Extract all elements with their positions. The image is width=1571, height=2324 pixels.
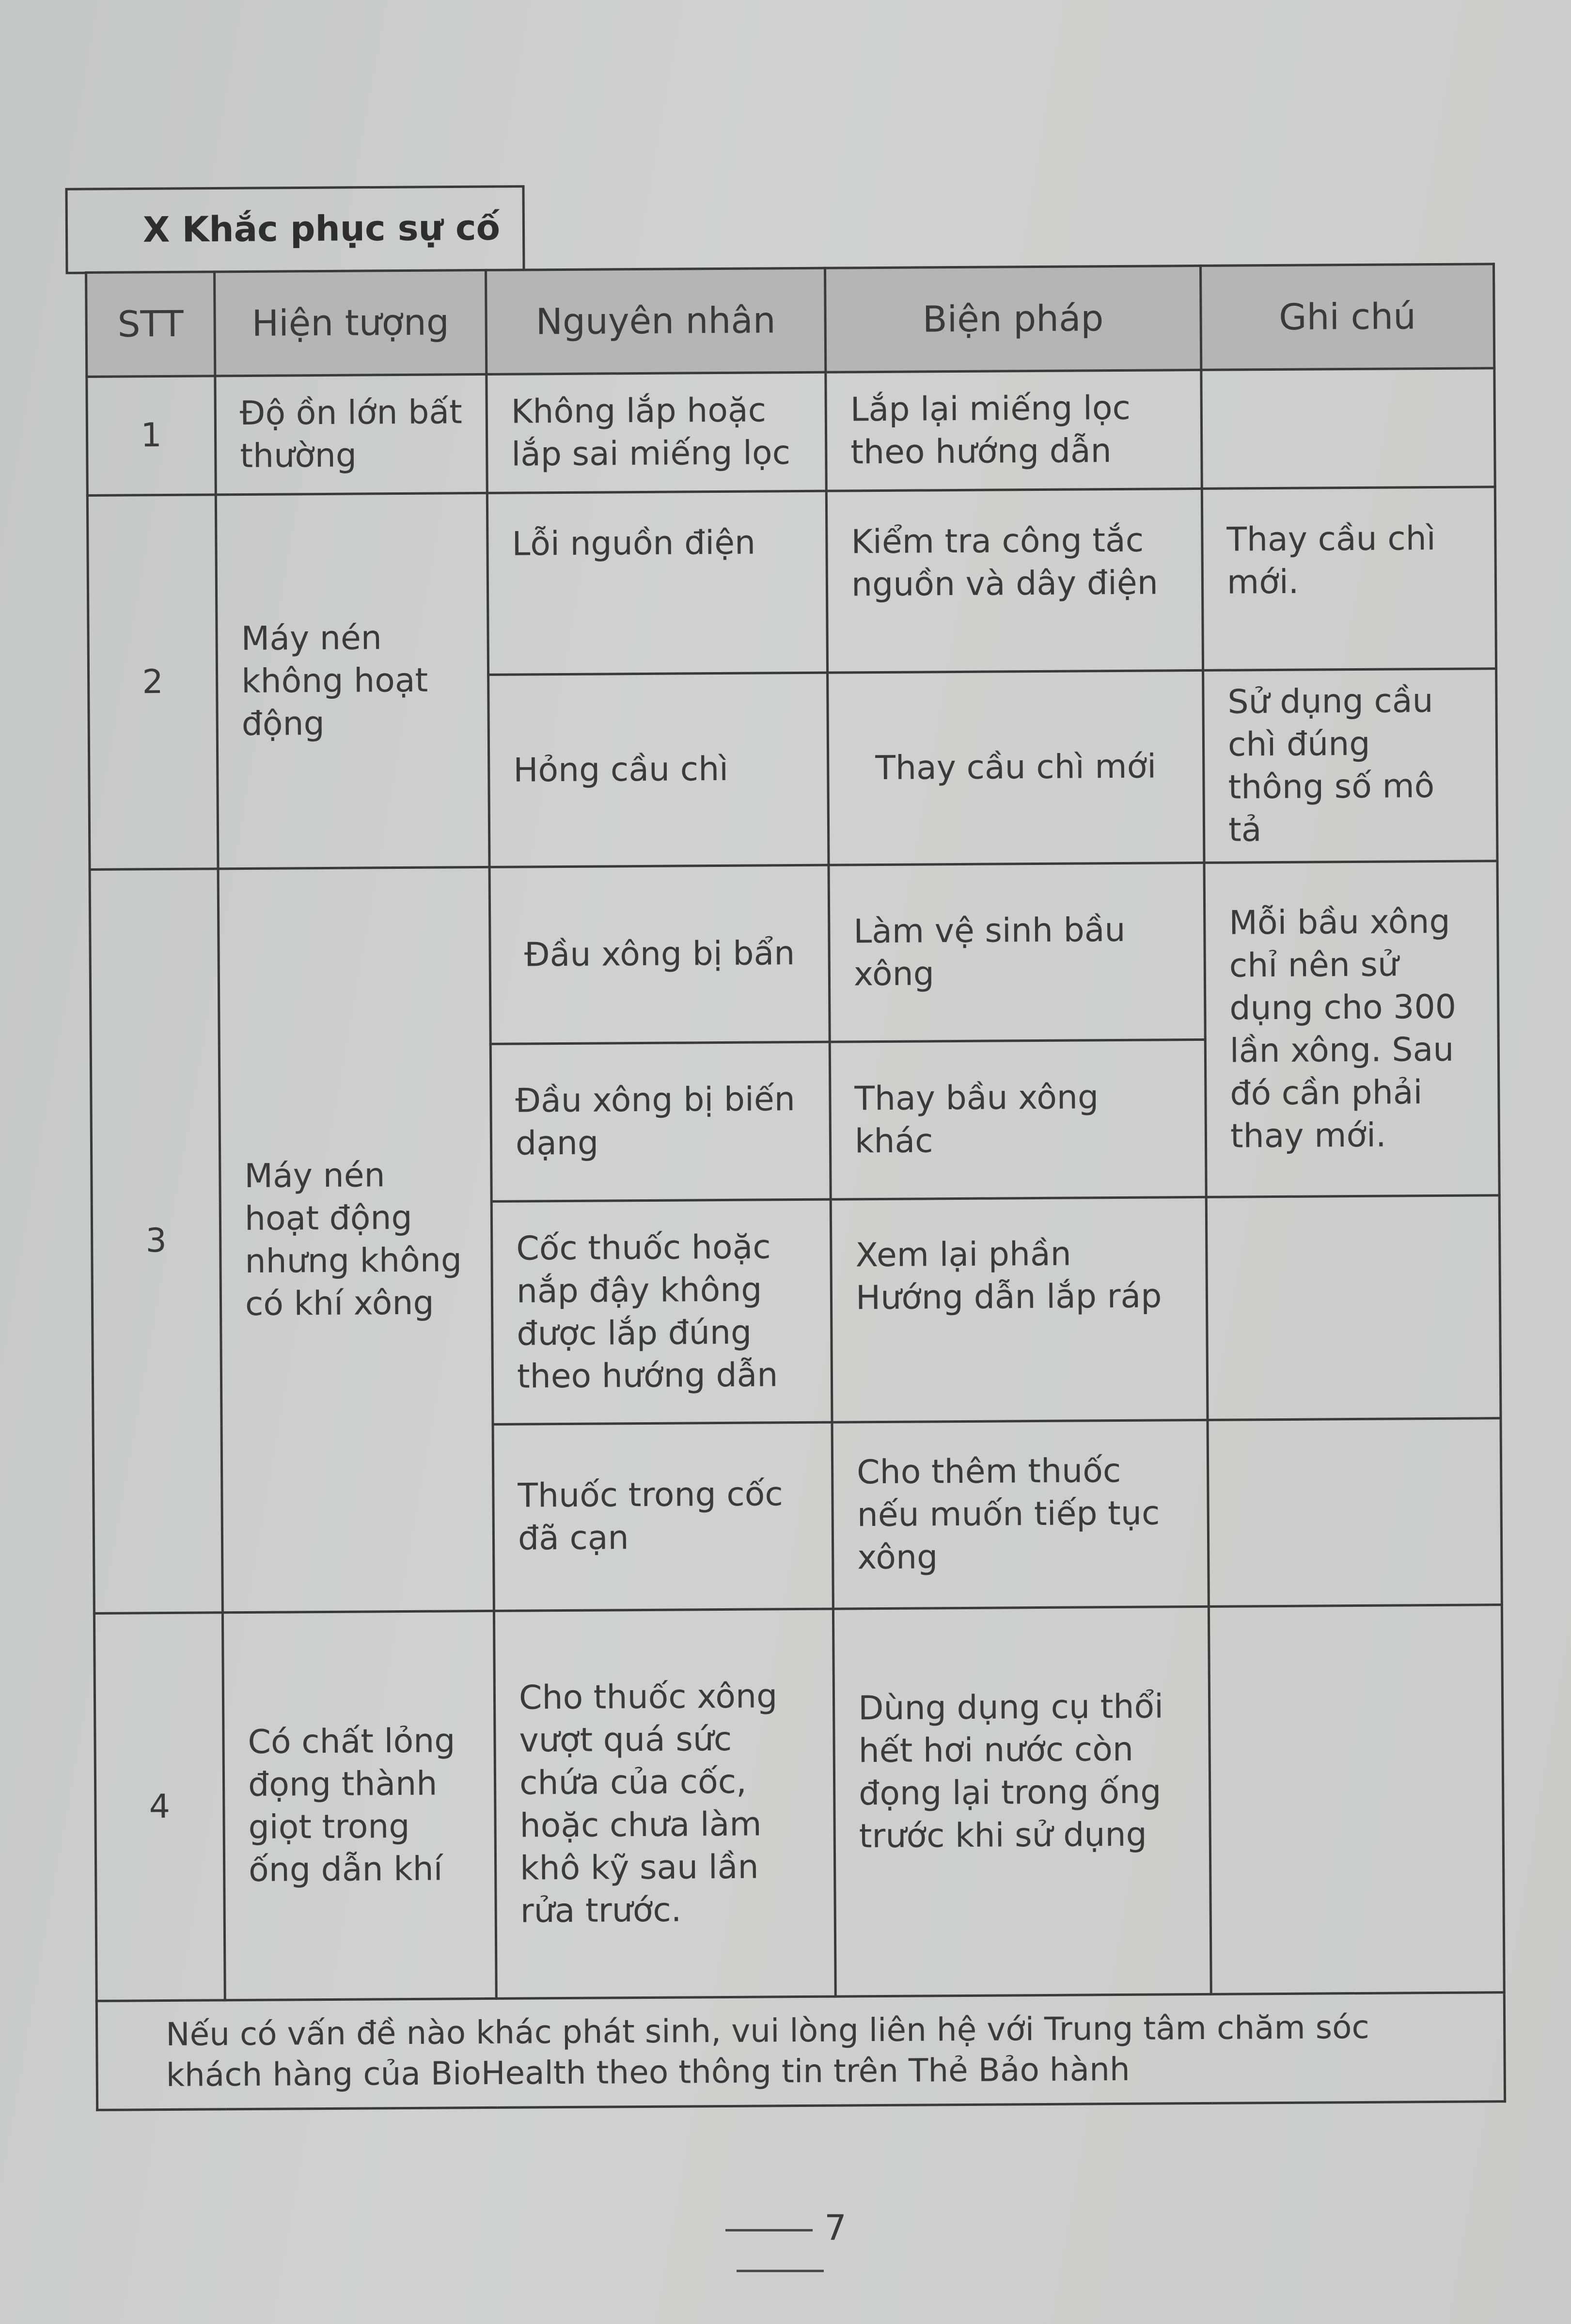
- header-symptom: Hiện tượng: [215, 270, 487, 376]
- troubleshooting-table-wrapper: [85, 263, 1504, 2111]
- row-remedy: Kiểm tra công tắc nguồn và dây điện: [826, 488, 1203, 673]
- troubleshooting-table: [85, 263, 1506, 2111]
- row-cause: Lỗi nguồn điện: [487, 491, 827, 675]
- row-stt: 4: [94, 1613, 225, 2001]
- row-stt: 2: [87, 495, 218, 870]
- row-remedy: Dùng dụng cụ thổi hết hơi nước còn đọng lại trong ống trước khi sử dụng: [833, 1606, 1211, 1996]
- page-number-dash-right: [737, 2270, 824, 2272]
- header-remedy: Biện pháp: [825, 266, 1201, 372]
- row-note: Mỗi bầu xông chỉ nên sử dụng cho 300 lần xông. Sau đó cần phải thay mới.: [1204, 861, 1499, 1197]
- page-number-dash-left: [725, 2229, 813, 2231]
- row-cause: Đầu xông bị biến dạng: [490, 1042, 831, 1201]
- row-remedy: Cho thêm thuốc nếu muốn tiếp tục xông: [832, 1420, 1209, 1609]
- table-row: [87, 368, 1495, 496]
- row-cause: Thuốc trong cốc đã cạn: [493, 1422, 833, 1611]
- page-number: [664, 2207, 896, 2289]
- row-symptom: Có chất lỏng đọng thành giọt trong ống dẫn khí: [222, 1611, 496, 2000]
- row-cause: Không lắp hoặc lắp sai miếng lọc: [487, 372, 826, 493]
- table-footer-row: [96, 1993, 1505, 2110]
- row-stt: 3: [90, 869, 222, 1614]
- row-remedy: Xem lại phần Hướng dẫn lắp ráp: [831, 1197, 1208, 1422]
- row-note: [1206, 1195, 1501, 1420]
- header-stt: STT: [86, 272, 215, 377]
- row-cause: Hỏng cầu chì: [488, 673, 829, 867]
- row-symptom: Độ ồn lớn bất thường: [215, 374, 487, 494]
- row-symptom: Máy nén hoạt động nhưng không có khí xông: [218, 867, 494, 1612]
- row-note: Sử dụng cầu chì đúng thông số mô tả: [1203, 669, 1497, 863]
- row-remedy: Thay cầu chì mới: [828, 670, 1204, 865]
- table-row: [87, 487, 1496, 677]
- row-remedy: Thay bầu xông khác: [830, 1039, 1206, 1199]
- row-symptom: Máy nén không hoạt động: [216, 493, 489, 868]
- table-header-row: [86, 264, 1494, 377]
- row-note: Thay cầu chì mới.: [1202, 487, 1496, 671]
- row-note: [1208, 1418, 1502, 1607]
- page-number-value: 7: [824, 2207, 847, 2248]
- row-stt: 1: [87, 376, 216, 496]
- contact-note: Nếu có vấn đề nào khác phát sinh, vui lòng liên hệ với Trung tâm chăm sóc khách hàng của BioHealth theo thông tin trên Thẻ Bảo hành: [96, 1993, 1505, 2110]
- row-cause: Cốc thuốc hoặc nắp đậy không được lắp đúng theo hướng dẫn: [491, 1199, 832, 1424]
- row-remedy: Lắp lại miếng lọc theo hướng dẫn: [826, 370, 1202, 491]
- section-title: X Khắc phục sự cố: [142, 207, 501, 250]
- row-cause: Cho thuốc xông vượt quá sức chứa của cốc, hoặc chưa làm khô kỹ sau lần rửa trước.: [494, 1609, 835, 1998]
- section-title-box: [65, 185, 525, 274]
- row-note: [1209, 1605, 1504, 1994]
- row-note: [1201, 368, 1495, 489]
- table-row: [90, 861, 1498, 1047]
- row-cause: Đầu xông bị bẩn: [489, 865, 830, 1044]
- header-cause: Nguyên nhân: [486, 268, 825, 374]
- table-row: [94, 1605, 1504, 2001]
- row-remedy: Làm vệ sinh bầu xông: [829, 863, 1205, 1042]
- header-note: Ghi chú: [1200, 264, 1494, 370]
